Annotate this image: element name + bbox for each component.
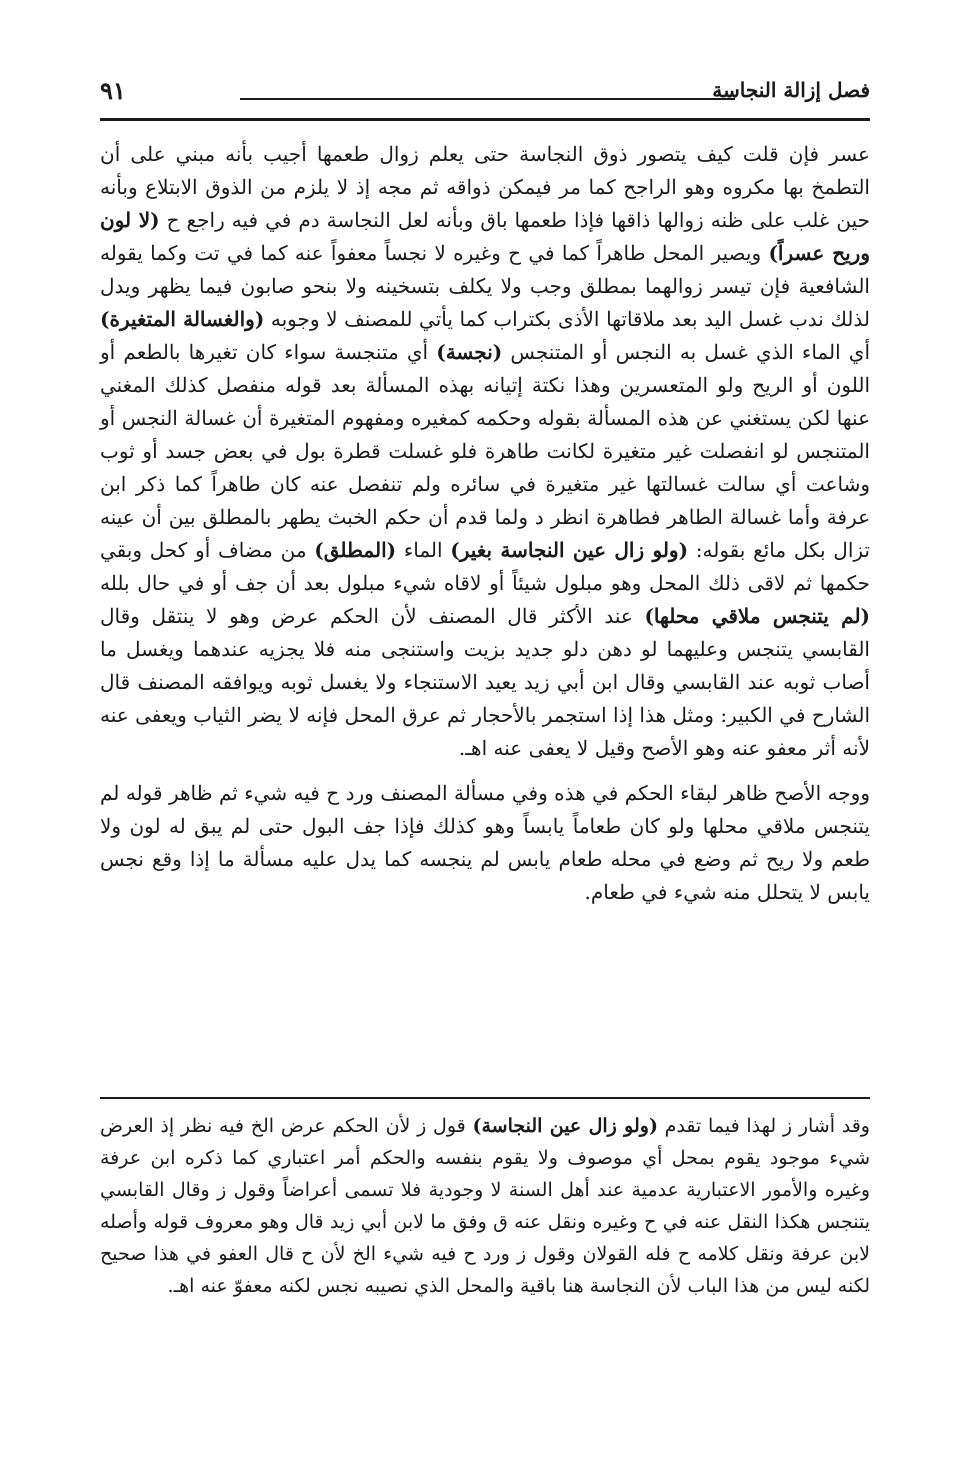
- chapter-title: فصل إزالة النجاسة: [712, 78, 870, 102]
- header-rule: [100, 118, 870, 121]
- bold-phrase: (ولو زال عين النجاسة بغير): [450, 538, 689, 562]
- paragraph-1: [100, 138, 870, 765]
- header-dash-line: [240, 98, 735, 100]
- footnote: [100, 1110, 870, 1302]
- main-text: [100, 138, 870, 909]
- text-run: الماء: [396, 538, 451, 562]
- text-run: قول ز لأن الحكم عرض الخ فيه نظر إذ العرض شيء موجود يقوم بمحل أي موصوف ولا يقوم بنفسه والحكم أمر اعتباري كما ذكره ابن عرفة وغيره والأمور الاعتبارية عدمية عند أهل السنة لا وجودية فلا تسمى أعراضاً وقول ز وقال القابسي يتنجس هكذا النقل عنه في ح وغيره ونقل عنه ق وفق ما لابن أبي زيد قال وهو معروف قوله وأصله لابن عرفة ونقل كلامه ح فله القولان وقول ز ورد ح فيه شيء الخ لأن ح قال العفو في هذا صحيح لكنه ليس من هذا الباب لأن النجاسة هنا باقية والمحل الذي نصيبه نجس لكنه معفوّ عنه اهـ.: [100, 1115, 870, 1297]
- bold-phrase: (ولو زال عين النجاسة): [472, 1115, 658, 1137]
- bold-phrase: (والغسالة المتغيرة): [100, 307, 265, 331]
- bold-phrase: (نجسة): [436, 340, 503, 364]
- text-run: عسر فإن قلت كيف يتصور ذوق النجاسة حتى يعلم زوال طعمها أجيب بأنه مبني على أن التطمخ بها مكروه وهو الراجح كما مر فيمكن ذواقه ثم مجه إذ لا يلزم من الذوق الابتلاع وبأنه حين غلب على ظنه زوالها ذاقها فإذا طعمها باق وبأنه لعل النجاسة دم في فيه راجع ح: [100, 142, 870, 232]
- paragraph-2: ووجه الأصح ظاهر لبقاء الحكم في هذه وفي مسألة المصنف ورد ح فيه شيء ثم ظاهر قوله لم يتنجس ملاقي محلها ولو كان طعاماً يابساً وهو كذلك فإذا جف البول حتى لم يبق له لون ولا طعم ولا ريح ثم وضع في محله طعام يابس لم ينجسه كما يدل عليه مسألة ما إذا وقع نجس يابس لا يتحلل منه شيء في طعام.: [100, 781, 870, 904]
- text-run: عند الأكثر قال المصنف لأن الحكم عرض وهو لا ينتقل وقال القابسي يتنجس وعليهما لو دهن دلو جديد بزيت واستنجى منه فلا يجزيه عندهما ويغسل ما أصاب ثوبه عند القابسي وقال ابن أبي زيد يعيد الاستنجاء ولا يغسل ثوبه ويوافقه المصنف قال الشارح في الكبير: ومثل هذا إذا استجمر بالأحجار ثم عرق المحل فإنه لا يضر الثياب ويعفى عنه لأنه أثر معفو عنه وهو الأصح وقيل لا يعفى عنه اهـ.: [100, 604, 870, 760]
- text-run: من مضاف أو كحل وبقي حكمها ثم لاقى ذلك المحل وهو مبلول شيئاً أو لاقاه شيء مبلول بعد أن جف أو في حال بلله: [100, 538, 870, 595]
- bold-phrase: (المطلق): [314, 538, 397, 562]
- page-number: ٩١: [100, 76, 126, 105]
- bold-phrase: (لا لون وريح عسراً): [100, 208, 870, 265]
- text-run: أي الماء الذي غسل به النجس أو المتنجس: [502, 340, 870, 364]
- text-run: أي متنجسة سواء كان تغيرها بالطعم أو اللون أو الريح ولو المتعسرين وهذا نكتة إتيانه بهذه المسألة بعد قوله منفصل كذلك المغني عنها لكن يستغني عن هذه المسألة بقوله وحكمه كمغيره ومفهوم المتغيرة أن غسالة النجس أو المتنجس لو انفصلت غير متغيرة لكانت طاهرة فلو غسلت قطرة بول في بعض جسد أو ثوب وشاعت أي سالت غسالتها غير متغيرة في سائره ولم تنفصل عنه كان طاهراً كما ذكر ابن عرفة وأما غسالة الطاهر فطاهرة انظر د ولما قدم أن حكم الخبث يطهر بالمطلق بين أن عينه تزال بكل مائع بقوله:: [100, 340, 870, 562]
- bold-phrase: (لم يتنجس ملاقي محلها): [644, 604, 870, 628]
- text-run: ويصير المحل طاهراً كما في ح وغيره لا نجساً معفواً عنه كما في تت وكما يقوله الشافعية فإن تيسر زوالهما بمطلق وجب ولا يكلف بتسخينه ولا بنحو صابون فيما يظهر ويدل لذلك ندب غسل اليد بعد ملاقاتها الأذى بكتراب كما يأتي للمصنف لا وجوبه: [100, 241, 870, 331]
- running-header: [100, 76, 870, 116]
- footnote-rule: [100, 1097, 870, 1099]
- text-run: وقد أشار ز لهذا فيما تقدم: [657, 1115, 870, 1137]
